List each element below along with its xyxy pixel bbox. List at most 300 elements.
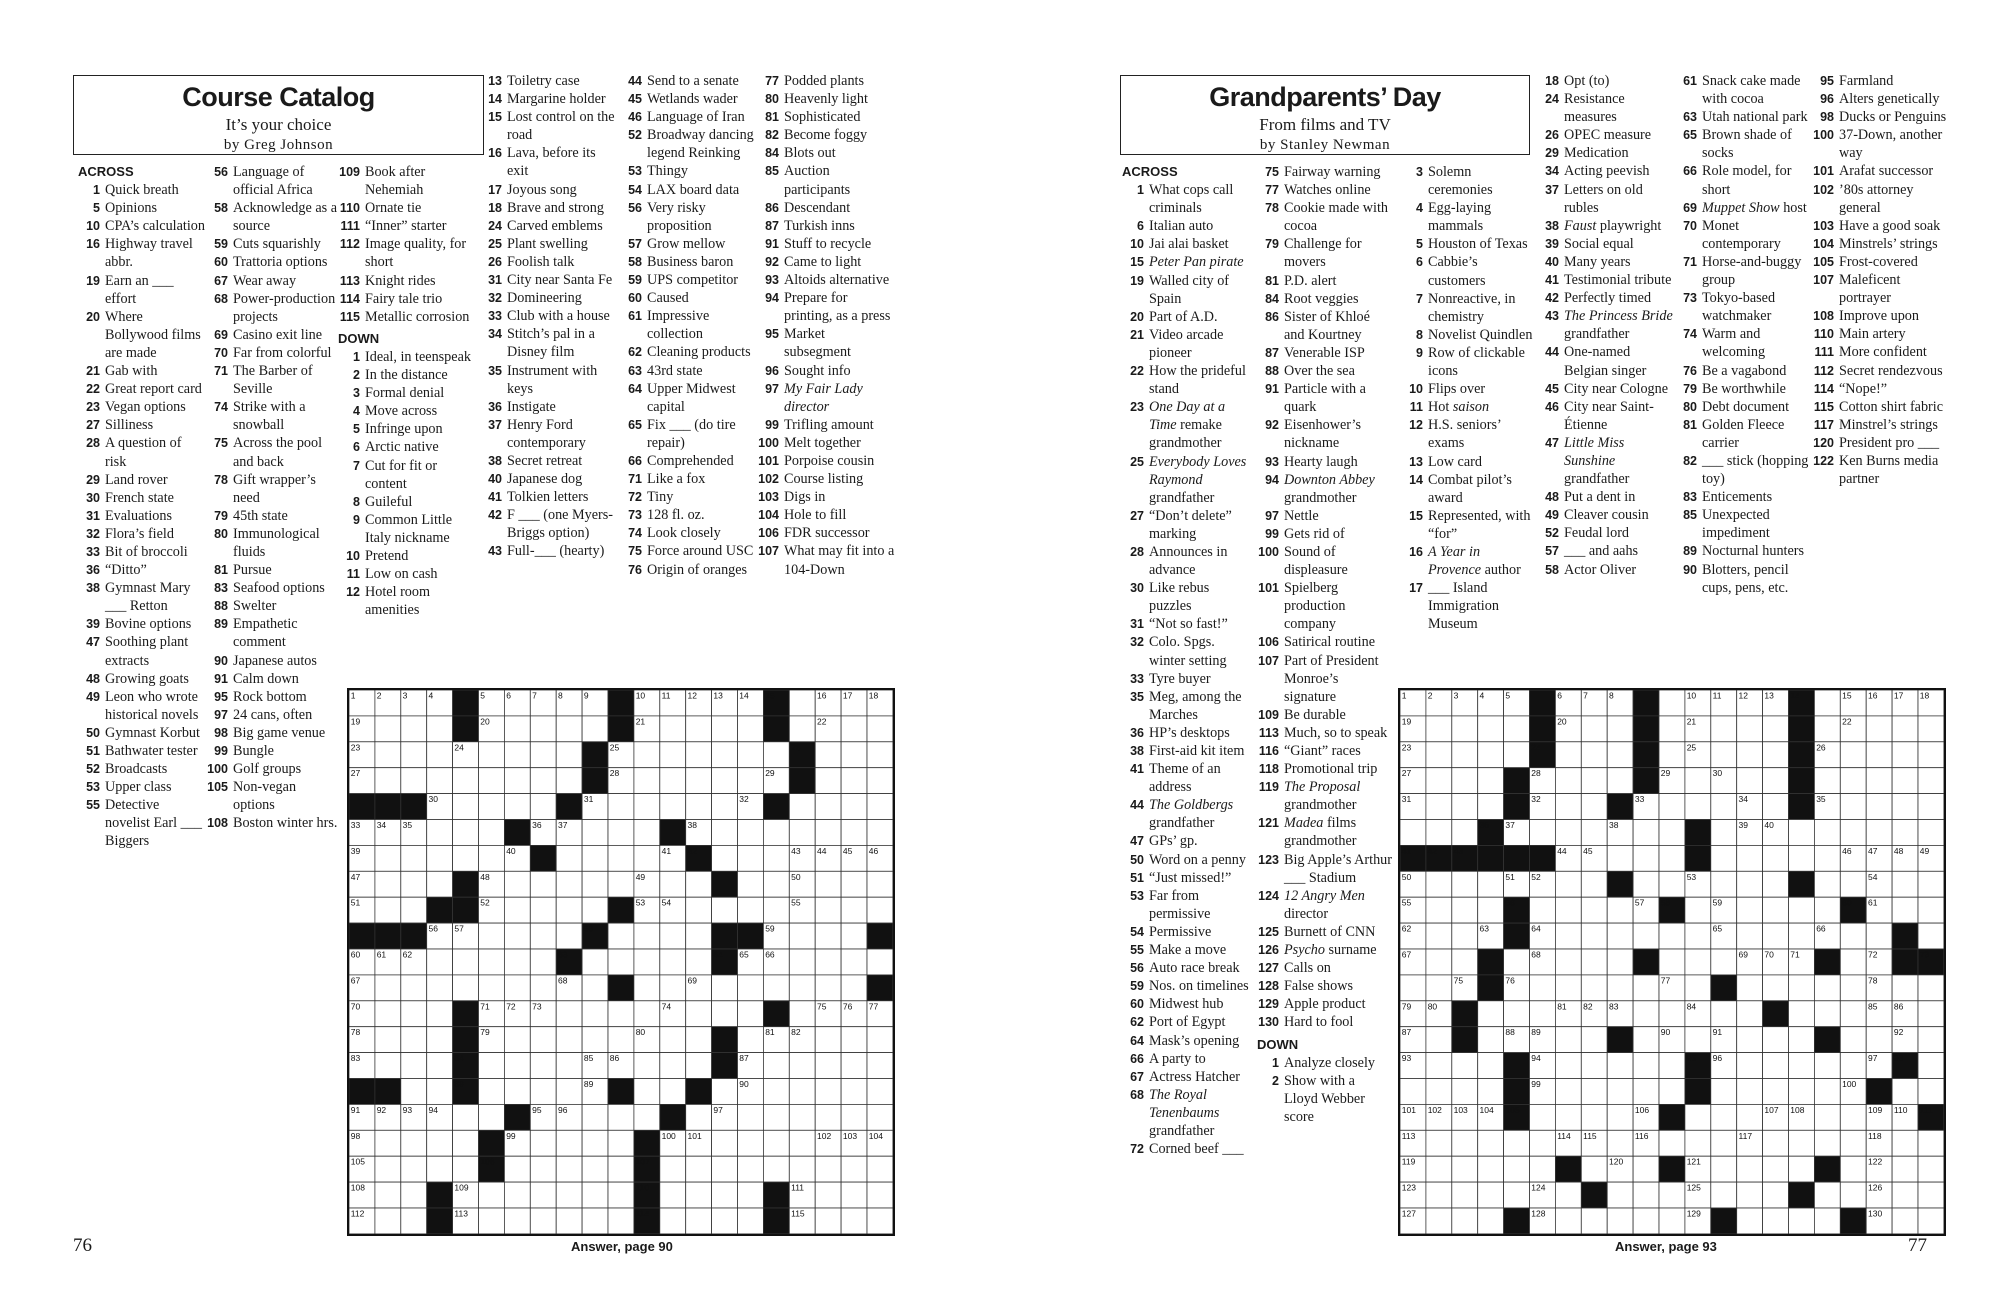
- left-crossword-grid[interactable]: [347, 688, 895, 1236]
- grid-cell[interactable]: [789, 949, 815, 975]
- grid-cell[interactable]: [1478, 768, 1504, 794]
- grid-cell[interactable]: [1607, 949, 1633, 975]
- grid-cell[interactable]: [1866, 716, 1892, 742]
- grid-cell[interactable]: [686, 1104, 712, 1130]
- grid-cell[interactable]: [1840, 1130, 1866, 1156]
- grid-cell[interactable]: [1581, 1079, 1607, 1105]
- grid-cell[interactable]: [401, 975, 427, 1001]
- grid-cell[interactable]: [1840, 742, 1866, 768]
- grid-cell[interactable]: [1763, 1079, 1789, 1105]
- grid-cell[interactable]: [1918, 975, 1944, 1001]
- grid-cell[interactable]: [1737, 897, 1763, 923]
- grid-cell[interactable]: [634, 1001, 660, 1027]
- grid-cell[interactable]: [1607, 1053, 1633, 1079]
- grid-cell[interactable]: [1814, 1053, 1840, 1079]
- grid-cell[interactable]: [634, 820, 660, 846]
- grid-cell[interactable]: [1452, 716, 1478, 742]
- grid-cell[interactable]: [686, 1208, 712, 1234]
- grid-cell[interactable]: [1607, 923, 1633, 949]
- grid-cell[interactable]: [634, 1079, 660, 1105]
- grid-cell[interactable]: [1737, 1079, 1763, 1105]
- grid-cell[interactable]: [712, 1001, 738, 1027]
- grid-cell[interactable]: [1814, 897, 1840, 923]
- grid-cell[interactable]: [556, 742, 582, 768]
- grid-cell[interactable]: [1711, 949, 1737, 975]
- grid-cell[interactable]: [1555, 742, 1581, 768]
- grid-cell[interactable]: [479, 1053, 505, 1079]
- grid-cell[interactable]: [1633, 845, 1659, 871]
- grid-cell[interactable]: [660, 975, 686, 1001]
- grid-cell[interactable]: [634, 845, 660, 871]
- grid-cell[interactable]: [1633, 1027, 1659, 1053]
- grid-cell[interactable]: [1555, 975, 1581, 1001]
- grid-cell[interactable]: [504, 897, 530, 923]
- grid-cell[interactable]: [1555, 768, 1581, 794]
- grid-cell[interactable]: [479, 742, 505, 768]
- grid-cell[interactable]: [530, 794, 556, 820]
- grid-cell[interactable]: [375, 975, 401, 1001]
- grid-cell[interactable]: [841, 949, 867, 975]
- grid-cell[interactable]: [738, 897, 764, 923]
- grid-cell[interactable]: [1737, 871, 1763, 897]
- grid-cell[interactable]: [867, 1208, 893, 1234]
- grid-cell[interactable]: [375, 1156, 401, 1182]
- grid-cell[interactable]: [1607, 768, 1633, 794]
- grid-cell[interactable]: [556, 923, 582, 949]
- grid-cell[interactable]: [867, 794, 893, 820]
- grid-cell[interactable]: [1659, 716, 1685, 742]
- grid-cell[interactable]: [1581, 794, 1607, 820]
- grid-cell[interactable]: [763, 845, 789, 871]
- grid-cell[interactable]: [1426, 1053, 1452, 1079]
- grid-cell[interactable]: [738, 871, 764, 897]
- grid-cell[interactable]: [1737, 716, 1763, 742]
- grid-cell[interactable]: [453, 820, 479, 846]
- grid-cell[interactable]: [1840, 794, 1866, 820]
- grid-cell[interactable]: [763, 1053, 789, 1079]
- grid-cell[interactable]: [841, 1079, 867, 1105]
- grid-cell[interactable]: [1607, 1079, 1633, 1105]
- grid-cell[interactable]: [867, 1182, 893, 1208]
- grid-cell[interactable]: [1918, 897, 1944, 923]
- grid-cell[interactable]: [660, 923, 686, 949]
- grid-cell[interactable]: [815, 923, 841, 949]
- grid-cell[interactable]: [1452, 897, 1478, 923]
- grid-cell[interactable]: [1426, 742, 1452, 768]
- grid-cell[interactable]: [582, 897, 608, 923]
- grid-cell[interactable]: [1763, 975, 1789, 1001]
- grid-cell[interactable]: [582, 1182, 608, 1208]
- grid-cell[interactable]: [815, 1053, 841, 1079]
- grid-cell[interactable]: [1866, 923, 1892, 949]
- grid-cell[interactable]: [738, 845, 764, 871]
- grid-cell[interactable]: [1659, 949, 1685, 975]
- grid-cell[interactable]: [1737, 768, 1763, 794]
- right-crossword-grid[interactable]: [1398, 688, 1946, 1236]
- grid-cell[interactable]: [841, 742, 867, 768]
- grid-cell[interactable]: [427, 871, 453, 897]
- grid-cell[interactable]: [401, 1079, 427, 1105]
- grid-cell[interactable]: [1892, 820, 1918, 846]
- grid-cell[interactable]: [582, 975, 608, 1001]
- grid-cell[interactable]: [1452, 923, 1478, 949]
- grid-cell[interactable]: [556, 1001, 582, 1027]
- grid-cell[interactable]: [660, 1182, 686, 1208]
- grid-cell[interactable]: [375, 897, 401, 923]
- grid-cell[interactable]: [1555, 794, 1581, 820]
- grid-cell[interactable]: [504, 1156, 530, 1182]
- grid-cell[interactable]: [1452, 1156, 1478, 1182]
- grid-cell[interactable]: [1633, 820, 1659, 846]
- grid-cell[interactable]: [1504, 1001, 1530, 1027]
- grid-cell[interactable]: [582, 1104, 608, 1130]
- grid-cell[interactable]: [815, 820, 841, 846]
- grid-cell[interactable]: [1530, 820, 1556, 846]
- grid-cell[interactable]: [1789, 1027, 1815, 1053]
- grid-cell[interactable]: [1789, 820, 1815, 846]
- grid-cell[interactable]: [1711, 871, 1737, 897]
- grid-cell[interactable]: [608, 1001, 634, 1027]
- grid-cell[interactable]: [504, 1027, 530, 1053]
- grid-cell[interactable]: [608, 845, 634, 871]
- grid-cell[interactable]: [375, 716, 401, 742]
- grid-cell[interactable]: [453, 975, 479, 1001]
- grid-cell[interactable]: [712, 820, 738, 846]
- grid-cell[interactable]: [1426, 1156, 1452, 1182]
- grid-cell[interactable]: [1918, 1053, 1944, 1079]
- grid-cell[interactable]: [738, 768, 764, 794]
- grid-cell[interactable]: [556, 716, 582, 742]
- grid-cell[interactable]: [582, 845, 608, 871]
- grid-cell[interactable]: [841, 1053, 867, 1079]
- grid-cell[interactable]: [582, 1156, 608, 1182]
- grid-cell[interactable]: [1737, 742, 1763, 768]
- grid-cell[interactable]: [1918, 742, 1944, 768]
- grid-cell[interactable]: [375, 1053, 401, 1079]
- grid-cell[interactable]: [1737, 1001, 1763, 1027]
- grid-cell[interactable]: [841, 1027, 867, 1053]
- grid-cell[interactable]: [712, 975, 738, 1001]
- grid-cell[interactable]: [1426, 1208, 1452, 1234]
- grid-cell[interactable]: [401, 768, 427, 794]
- grid-cell[interactable]: [427, 820, 453, 846]
- grid-cell[interactable]: [789, 1001, 815, 1027]
- grid-cell[interactable]: [1918, 1182, 1944, 1208]
- grid-cell[interactable]: [789, 923, 815, 949]
- grid-cell[interactable]: [1737, 975, 1763, 1001]
- grid-cell[interactable]: [712, 742, 738, 768]
- grid-cell[interactable]: [1659, 923, 1685, 949]
- grid-cell[interactable]: [375, 1182, 401, 1208]
- grid-cell[interactable]: [867, 871, 893, 897]
- grid-cell[interactable]: [1633, 1001, 1659, 1027]
- grid-cell[interactable]: [1737, 923, 1763, 949]
- grid-cell[interactable]: [1607, 975, 1633, 1001]
- grid-cell[interactable]: [1426, 975, 1452, 1001]
- grid-cell[interactable]: [427, 742, 453, 768]
- grid-cell[interactable]: [530, 871, 556, 897]
- grid-cell[interactable]: [1763, 1182, 1789, 1208]
- grid-cell[interactable]: [1478, 871, 1504, 897]
- grid-cell[interactable]: [763, 1079, 789, 1105]
- grid-cell[interactable]: [1789, 1130, 1815, 1156]
- grid-cell[interactable]: [841, 1104, 867, 1130]
- grid-cell[interactable]: [1581, 1208, 1607, 1234]
- grid-cell[interactable]: [504, 742, 530, 768]
- grid-cell[interactable]: [1426, 820, 1452, 846]
- grid-cell[interactable]: [1711, 1001, 1737, 1027]
- grid-cell[interactable]: [1607, 1182, 1633, 1208]
- grid-cell[interactable]: [1478, 897, 1504, 923]
- grid-cell[interactable]: [660, 1027, 686, 1053]
- grid-cell[interactable]: [1763, 768, 1789, 794]
- grid-cell[interactable]: [608, 820, 634, 846]
- grid-cell[interactable]: [1426, 716, 1452, 742]
- grid-cell[interactable]: [1918, 794, 1944, 820]
- grid-cell[interactable]: [608, 1027, 634, 1053]
- grid-cell[interactable]: [504, 923, 530, 949]
- grid-cell[interactable]: [738, 820, 764, 846]
- grid-cell[interactable]: [530, 1208, 556, 1234]
- grid-cell[interactable]: [1426, 897, 1452, 923]
- grid-cell[interactable]: [1918, 923, 1944, 949]
- grid-cell[interactable]: [1892, 794, 1918, 820]
- grid-cell[interactable]: [401, 1053, 427, 1079]
- grid-cell[interactable]: [1814, 690, 1840, 716]
- grid-cell[interactable]: [1581, 1104, 1607, 1130]
- grid-cell[interactable]: [867, 820, 893, 846]
- grid-cell[interactable]: [1478, 1130, 1504, 1156]
- grid-cell[interactable]: [375, 1208, 401, 1234]
- grid-cell[interactable]: [763, 897, 789, 923]
- grid-cell[interactable]: [763, 871, 789, 897]
- grid-cell[interactable]: [841, 794, 867, 820]
- grid-cell[interactable]: [1814, 845, 1840, 871]
- grid-cell[interactable]: [479, 1104, 505, 1130]
- grid-cell[interactable]: [738, 1001, 764, 1027]
- grid-cell[interactable]: [1607, 1130, 1633, 1156]
- grid-cell[interactable]: [427, 716, 453, 742]
- grid-cell[interactable]: [660, 1208, 686, 1234]
- grid-cell[interactable]: [763, 1156, 789, 1182]
- grid-cell[interactable]: [1763, 794, 1789, 820]
- grid-cell[interactable]: [1555, 1079, 1581, 1105]
- grid-cell[interactable]: [1892, 897, 1918, 923]
- grid-cell[interactable]: [1814, 1182, 1840, 1208]
- grid-cell[interactable]: [582, 1208, 608, 1234]
- grid-cell[interactable]: [1452, 768, 1478, 794]
- grid-cell[interactable]: [1607, 1104, 1633, 1130]
- grid-cell[interactable]: [686, 1182, 712, 1208]
- grid-cell[interactable]: [789, 1130, 815, 1156]
- grid-cell[interactable]: [815, 975, 841, 1001]
- grid-cell[interactable]: [763, 1104, 789, 1130]
- grid-cell[interactable]: [1789, 845, 1815, 871]
- grid-cell[interactable]: [1763, 845, 1789, 871]
- grid-cell[interactable]: [660, 768, 686, 794]
- grid-cell[interactable]: [1789, 975, 1815, 1001]
- grid-cell[interactable]: [453, 1104, 479, 1130]
- grid-cell[interactable]: [582, 716, 608, 742]
- grid-cell[interactable]: [556, 897, 582, 923]
- grid-cell[interactable]: [1478, 1027, 1504, 1053]
- grid-cell[interactable]: [479, 1182, 505, 1208]
- grid-cell[interactable]: [686, 768, 712, 794]
- grid-cell[interactable]: [634, 794, 660, 820]
- grid-cell[interactable]: [1659, 820, 1685, 846]
- grid-cell[interactable]: [375, 768, 401, 794]
- grid-cell[interactable]: [1737, 1053, 1763, 1079]
- grid-cell[interactable]: [582, 1001, 608, 1027]
- grid-cell[interactable]: [401, 1130, 427, 1156]
- grid-cell[interactable]: [479, 949, 505, 975]
- grid-cell[interactable]: [1633, 1182, 1659, 1208]
- grid-cell[interactable]: [841, 897, 867, 923]
- grid-cell[interactable]: [1555, 820, 1581, 846]
- grid-cell[interactable]: [504, 1079, 530, 1105]
- grid-cell[interactable]: [1659, 794, 1685, 820]
- grid-cell[interactable]: [530, 897, 556, 923]
- grid-cell[interactable]: [815, 1156, 841, 1182]
- grid-cell[interactable]: [815, 949, 841, 975]
- grid-cell[interactable]: [738, 1130, 764, 1156]
- grid-cell[interactable]: [530, 742, 556, 768]
- grid-cell[interactable]: [608, 1182, 634, 1208]
- grid-cell[interactable]: [1763, 742, 1789, 768]
- grid-cell[interactable]: [427, 1053, 453, 1079]
- grid-cell[interactable]: [867, 768, 893, 794]
- grid-cell[interactable]: [556, 1027, 582, 1053]
- grid-cell[interactable]: [1607, 742, 1633, 768]
- grid-cell[interactable]: [1633, 1208, 1659, 1234]
- grid-cell[interactable]: [712, 1079, 738, 1105]
- grid-cell[interactable]: [686, 1053, 712, 1079]
- grid-cell[interactable]: [1581, 768, 1607, 794]
- grid-cell[interactable]: [789, 1156, 815, 1182]
- grid-cell[interactable]: [1711, 1104, 1737, 1130]
- grid-cell[interactable]: [1504, 949, 1530, 975]
- grid-cell[interactable]: [738, 1104, 764, 1130]
- grid-cell[interactable]: [841, 768, 867, 794]
- grid-cell[interactable]: [1555, 949, 1581, 975]
- grid-cell[interactable]: [686, 742, 712, 768]
- grid-cell[interactable]: [401, 1208, 427, 1234]
- grid-cell[interactable]: [815, 871, 841, 897]
- grid-cell[interactable]: [479, 1079, 505, 1105]
- grid-cell[interactable]: [738, 1156, 764, 1182]
- grid-cell[interactable]: [1426, 949, 1452, 975]
- grid-cell[interactable]: [634, 975, 660, 1001]
- grid-cell[interactable]: [660, 1053, 686, 1079]
- grid-cell[interactable]: [556, 845, 582, 871]
- grid-cell[interactable]: [375, 845, 401, 871]
- grid-cell[interactable]: [1737, 845, 1763, 871]
- grid-cell[interactable]: [479, 923, 505, 949]
- grid-cell[interactable]: [453, 794, 479, 820]
- grid-cell[interactable]: [763, 820, 789, 846]
- grid-cell[interactable]: [1555, 1208, 1581, 1234]
- grid-cell[interactable]: [582, 820, 608, 846]
- grid-cell[interactable]: [867, 1079, 893, 1105]
- grid-cell[interactable]: [453, 949, 479, 975]
- grid-cell[interactable]: [1452, 742, 1478, 768]
- grid-cell[interactable]: [634, 1053, 660, 1079]
- grid-cell[interactable]: [608, 1104, 634, 1130]
- grid-cell[interactable]: [1711, 820, 1737, 846]
- grid-cell[interactable]: [660, 949, 686, 975]
- grid-cell[interactable]: [1814, 768, 1840, 794]
- grid-cell[interactable]: [867, 1156, 893, 1182]
- grid-cell[interactable]: [1789, 923, 1815, 949]
- grid-cell[interactable]: [401, 1156, 427, 1182]
- grid-cell[interactable]: [1478, 1001, 1504, 1027]
- grid-cell[interactable]: [556, 1053, 582, 1079]
- grid-cell[interactable]: [1840, 1182, 1866, 1208]
- grid-cell[interactable]: [789, 820, 815, 846]
- grid-cell[interactable]: [1400, 820, 1426, 846]
- grid-cell[interactable]: [1918, 1027, 1944, 1053]
- grid-cell[interactable]: [789, 975, 815, 1001]
- grid-cell[interactable]: [556, 1156, 582, 1182]
- grid-cell[interactable]: [1426, 794, 1452, 820]
- grid-cell[interactable]: [686, 949, 712, 975]
- grid-cell[interactable]: [1659, 1053, 1685, 1079]
- grid-cell[interactable]: [1530, 897, 1556, 923]
- grid-cell[interactable]: [556, 1182, 582, 1208]
- grid-cell[interactable]: [1685, 975, 1711, 1001]
- grid-cell[interactable]: [1711, 716, 1737, 742]
- grid-cell[interactable]: [712, 1130, 738, 1156]
- grid-cell[interactable]: [1581, 1156, 1607, 1182]
- grid-cell[interactable]: [479, 820, 505, 846]
- grid-cell[interactable]: [427, 845, 453, 871]
- grid-cell[interactable]: [1789, 897, 1815, 923]
- grid-cell[interactable]: [1892, 768, 1918, 794]
- grid-cell[interactable]: [1659, 1079, 1685, 1105]
- grid-cell[interactable]: [427, 1156, 453, 1182]
- grid-cell[interactable]: [1763, 1027, 1789, 1053]
- grid-cell[interactable]: [479, 845, 505, 871]
- grid-cell[interactable]: [1840, 1001, 1866, 1027]
- grid-cell[interactable]: [712, 716, 738, 742]
- grid-cell[interactable]: [530, 768, 556, 794]
- grid-cell[interactable]: [608, 871, 634, 897]
- grid-cell[interactable]: [1581, 1053, 1607, 1079]
- grid-cell[interactable]: [401, 716, 427, 742]
- grid-cell[interactable]: [1607, 845, 1633, 871]
- grid-cell[interactable]: [1452, 1079, 1478, 1105]
- grid-cell[interactable]: [660, 1156, 686, 1182]
- grid-cell[interactable]: [634, 1104, 660, 1130]
- grid-cell[interactable]: [1581, 742, 1607, 768]
- grid-cell[interactable]: [1814, 1130, 1840, 1156]
- grid-cell[interactable]: [530, 1027, 556, 1053]
- grid-cell[interactable]: [1659, 1182, 1685, 1208]
- grid-cell[interactable]: [712, 845, 738, 871]
- grid-cell[interactable]: [608, 923, 634, 949]
- grid-cell[interactable]: [1685, 1104, 1711, 1130]
- grid-cell[interactable]: [1918, 1079, 1944, 1105]
- grid-cell[interactable]: [686, 1001, 712, 1027]
- grid-cell[interactable]: [867, 716, 893, 742]
- grid-cell[interactable]: [789, 690, 815, 716]
- grid-cell[interactable]: [738, 1182, 764, 1208]
- grid-cell[interactable]: [1581, 871, 1607, 897]
- grid-cell[interactable]: [375, 1027, 401, 1053]
- grid-cell[interactable]: [427, 1079, 453, 1105]
- grid-cell[interactable]: [1840, 1053, 1866, 1079]
- grid-cell[interactable]: [1555, 1104, 1581, 1130]
